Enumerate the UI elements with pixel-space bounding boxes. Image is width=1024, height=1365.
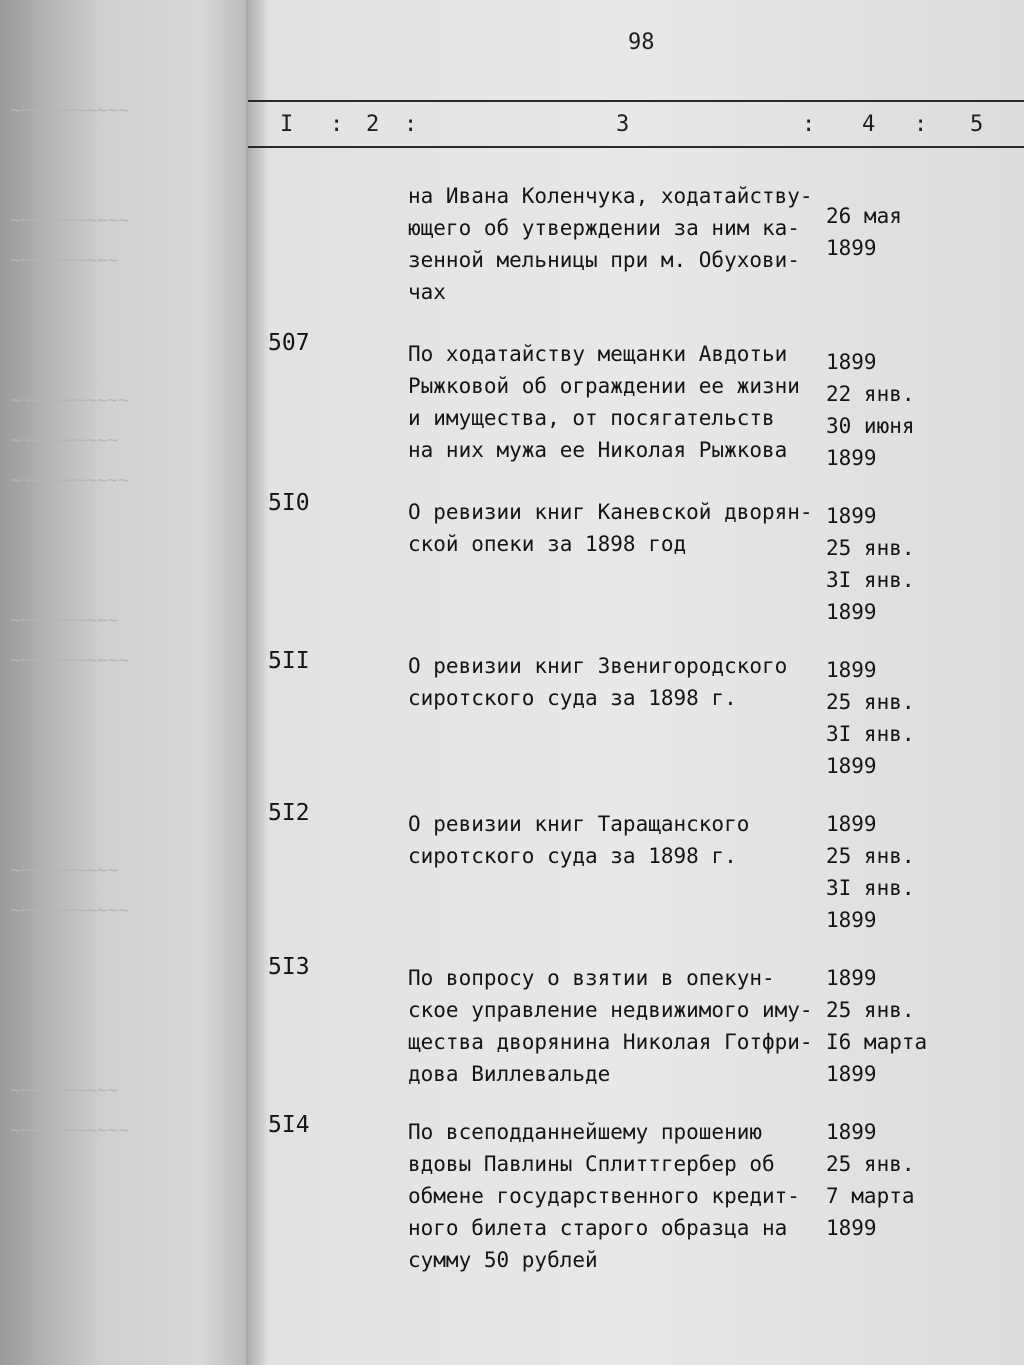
case-description: По вопросу о взятии в опекун- ское управление недвижимого иму- щества дворянина Николая Готфри- дова Виллевальде <box>408 966 813 1086</box>
bleed-through-text: ~~~~~~~~~~ <box>10 430 119 451</box>
table-header-top-rule <box>248 100 1024 102</box>
column-header-4: 4 <box>862 112 876 137</box>
case-number: 5II <box>268 648 310 674</box>
case-dates: 1899 25 янв. 3I янв. 1899 <box>826 812 915 932</box>
column-separator: : <box>914 112 928 137</box>
column-header-3: 3 <box>616 112 630 137</box>
column-separator: : <box>330 112 344 137</box>
case-description: О ревизии книг Таращанского сиротского суда за 1898 г. <box>408 812 750 868</box>
case-number: 5I2 <box>268 800 310 826</box>
column-separator: : <box>802 112 816 137</box>
case-number: 5I3 <box>268 954 310 980</box>
bleed-through-text: ~~~~~~~~~~ <box>10 250 119 271</box>
table-header-bottom-rule <box>248 146 1024 148</box>
bleed-through-text: ~~~~~~~~~~~ <box>10 470 130 491</box>
case-description: По всеподданнейшему прошению вдовы Павлины Сплиттгербер об обмене государственного кредит- ного билета старого образца на сумму 50 рублей <box>408 1120 800 1272</box>
bleed-through-text: ~~~~~~~~~~~ <box>10 210 130 231</box>
case-number: 507 <box>268 330 310 356</box>
case-dates: 1899 22 янв. 30 июня 1899 <box>826 350 915 470</box>
case-dates: 1899 25 янв. 3I янв. 1899 <box>826 658 915 778</box>
left-facing-page <box>0 0 250 1365</box>
case-description: О ревизии книг Звенигородского сиротского суда за 1898 г. <box>408 654 788 710</box>
column-separator: : <box>404 112 418 137</box>
column-header-5: 5 <box>970 112 984 137</box>
case-number: 5I4 <box>268 1112 310 1138</box>
column-header-1: I <box>280 112 294 137</box>
bleed-through-text: ~~~~~~~~~~ <box>10 1080 119 1101</box>
case-number: 5I0 <box>268 490 310 516</box>
page-number: 98 <box>628 30 655 55</box>
case-dates: 1899 25 янв. 3I янв. 1899 <box>826 504 915 624</box>
case-description: на Ивана Коленчука, ходатайству- ющего об утверждении за ним ка- зенной мельницы при м. Обухови- чах <box>408 184 813 304</box>
bleed-through-text: ~~~~~~~~~~ <box>10 860 119 881</box>
bleed-through-text: ~~~~~~~~~~~ <box>10 900 130 921</box>
case-dates: 1899 25 янв. 7 марта 1899 <box>826 1120 915 1240</box>
bleed-through-text: ~~~~~~~~~~ <box>10 610 119 631</box>
case-description: О ревизии книг Каневской дворян- ской опеки за 1898 год <box>408 500 813 556</box>
bleed-through-text: ~~~~~~~~~~~ <box>10 100 130 121</box>
case-dates: 26 мая 1899 <box>826 204 902 260</box>
case-description: По ходатайству мещанки Авдотьи Рыжковой об ограждении ее жизни и имущества, от посягательств на них мужа ее Николая Рыжкова <box>408 342 800 462</box>
column-header-2: 2 <box>366 112 380 137</box>
bleed-through-text: ~~~~~~~~~~~ <box>10 390 130 411</box>
bleed-through-text: ~~~~~~~~~~~ <box>10 1120 130 1141</box>
case-dates: 1899 25 янв. I6 марта 1899 <box>826 966 928 1086</box>
bleed-through-text: ~~~~~~~~~~~ <box>10 650 130 671</box>
